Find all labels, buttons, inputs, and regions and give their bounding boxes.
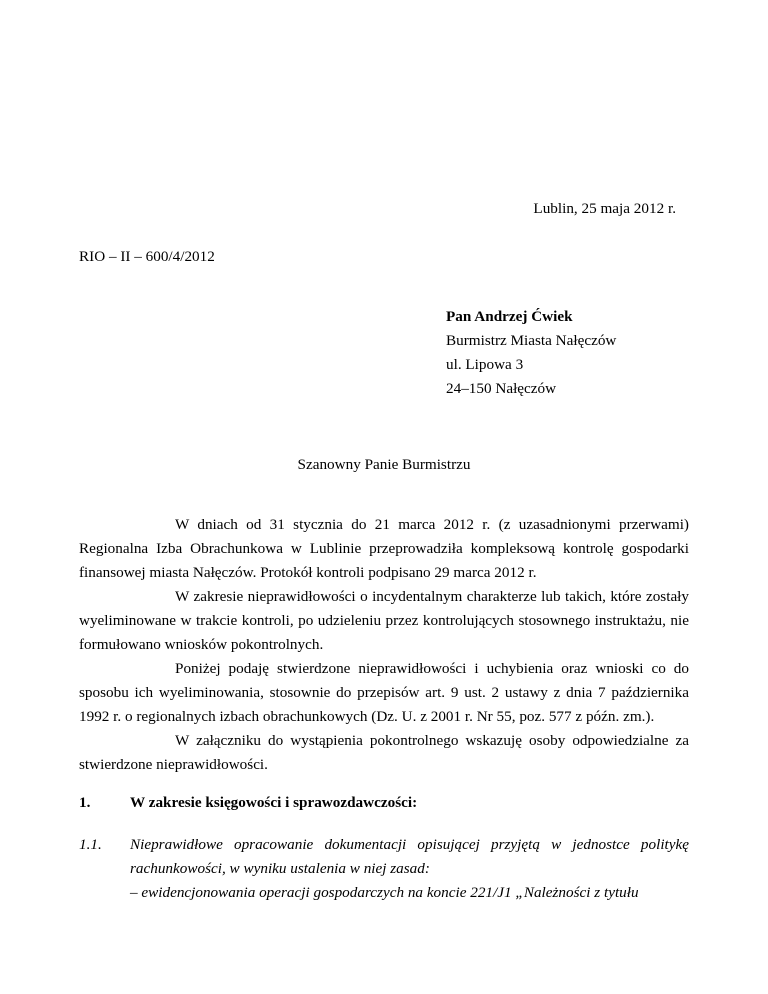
addressee-block xyxy=(446,305,616,401)
salutation: Szanowny Panie Burmistrzu xyxy=(297,456,471,473)
addressee-title: Burmistrz Miasta Nałęczów xyxy=(446,332,617,349)
paragraph: W zakresie nieprawidłowości o incydentalnym charakterze lub takich, które zostały wyeliminowane w trakcie kontroli, po udzieleniu przez kontrolujących stosownego instruktażu, nie formułowano wniosków pokontrolnych. xyxy=(79,588,689,653)
section-heading xyxy=(79,794,417,812)
addressee-name: Pan Andrzej Ćwiek xyxy=(446,308,573,325)
paragraph: Poniżej podaję stwierdzone nieprawidłowości i uchybienia oraz wnioski co do sposobu ich wyeliminowania, stosownie do przepisów art. 9 ust. 2 ustawy z dnia 7 października 1992 r. o regionalnych izbach obrachunkowych (Dz. U. z 2001 r. Nr 55, poz. 577 z późn. zm.). xyxy=(79,660,689,725)
section-number: 1. xyxy=(79,794,91,811)
letter-body xyxy=(79,513,689,777)
subsection-dash-item: – ewidencjonowania operacji gospodarczych na koncie 221/J1 „Należności z tytułu xyxy=(130,884,639,901)
addressee-city: 24–150 Nałęczów xyxy=(446,380,557,397)
subsection-number: 1.1. xyxy=(79,836,102,853)
paragraph: W dniach od 31 stycznia do 21 marca 2012 r. (z uzasadnionymi przerwami) Regionalna Izba Obrachunkowa w Lublinie przeprowadziła kompleksową kontrolę gospodarki finansowej miasta Nałęczów. Protokół kontroli podpisano 29 marca 2012 r. xyxy=(79,516,689,581)
reference-number: RIO – II – 600/4/2012 xyxy=(79,248,215,265)
date-line: Lublin, 25 maja 2012 r. xyxy=(533,200,676,217)
paragraph: W załączniku do wystąpienia pokontrolnego wskazuję osoby odpowiedzialne za stwierdzone nieprawidłowości. xyxy=(79,732,689,773)
addressee-street: ul. Lipowa 3 xyxy=(446,356,524,373)
subsection-text: Nieprawidłowe opracowanie dokumentacji opisującej przyjętą w jednostce politykę rachunkowości, w wyniku ustalenia w niej zasad: xyxy=(130,836,689,877)
subsection xyxy=(79,833,689,905)
section-title: W zakresie księgowości i sprawozdawczości: xyxy=(130,794,418,811)
